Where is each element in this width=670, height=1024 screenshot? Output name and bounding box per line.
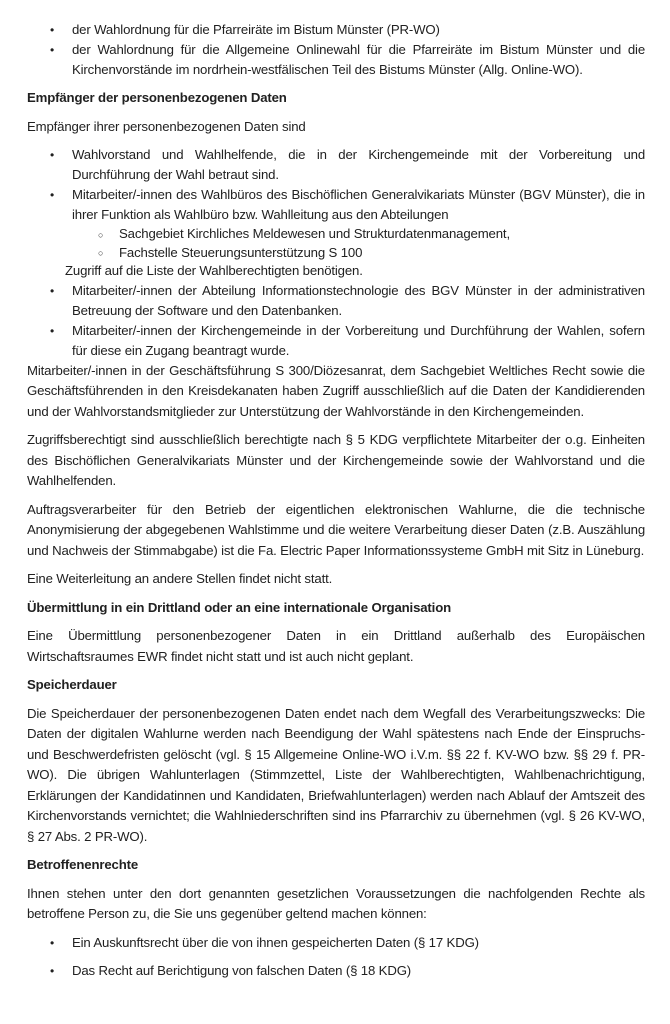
sub-list-item: [72, 225, 645, 244]
section-heading-empfaenger: Empfänger der personenbezogenen Daten: [27, 90, 287, 105]
sub-list-item-text: Sachgebiet Kirchliches Meldewesen und Strukturdatenmanagement,: [119, 226, 510, 241]
list-item-text: der Wahlordnung für die Pfarreiräte im Bistum Münster (PR-WO): [72, 22, 440, 37]
list-item-text: Mitarbeiter/-innen der Abteilung Informationstechnologie des BGV Münster in der administrativen Betreuung der Software und den Datenbanken.: [72, 282, 645, 318]
betroffenenrechte-lead: Ihnen stehen unter den dort genannten gesetzlichen Voraussetzungen die nachfolgenden Rechte als betroffene Person zu, die Sie uns gegenüber geltend machen können:: [27, 885, 645, 921]
bullet-icon: •: [50, 23, 55, 37]
circle-bullet-icon: ○: [98, 248, 104, 258]
empfaenger-lead: Empfänger ihrer personenbezogenen Daten sind: [27, 118, 306, 134]
bullet-icon: •: [50, 188, 55, 202]
list-item-text: Mitarbeiter/-innen der Kirchengemeinde in der Vorbereitung und Durchführung der Wahlen, sofern für diese ein Zugang beantragt wurde.: [72, 322, 645, 358]
list-item: [27, 185, 645, 281]
sub-list-item: [72, 244, 645, 263]
paragraph-speicherdauer: Die Speicherdauer der personenbezogenen Daten endet nach dem Wegfall des Verarbeitungszwecks: Die Daten der digitalen Wahlurne werden nach Beendigung der Wahl spätestens nach Ende der Einspruchs- und Beschwerdefristen gelöscht (vgl. § 15 Allgemeine Online-WO i.V.m. §§ 22 f. KV-WO bzw. §§ 29 f. PR-WO). Die übrigen Wahlunterlagen (Stimmzettel, Liste der Wahlberechtigten, Wahlbenachrichtigung, Erklärungen der Kandidatinnen und Kandidaten, Briefwahlunterlagen) werden nach Ablauf der Amtszeit des Kirchenvorstands vernichtet; die Wahlniederschriften sind ins Pfarrarchiv zu übernehmen (vgl. § 26 KV-WO, § 27 Abs. 2 PR-WO).: [27, 705, 645, 844]
paragraph-drittland: Eine Übermittlung personenbezogener Daten in ein Drittland außerhalb des Europäischen Wirtschaftsraumes EWR findet nicht statt und ist auch nicht geplant.: [27, 628, 645, 664]
list-item-text: Wahlvorstand und Wahlhelfende, die in der Kirchengemeinde mit der Vorbereitung und Durchführung der Wahl betraut sind.: [72, 147, 645, 182]
list-item: [27, 933, 645, 953]
section-heading-speicherdauer: Speicherdauer: [27, 677, 117, 692]
list-item: [27, 961, 645, 981]
list-item: [27, 281, 645, 321]
list-item: [27, 145, 645, 185]
section-heading-betroffenenrechte: Betroffenenrechte: [27, 857, 139, 872]
paragraph-auftragsverarbeiter: Auftragsverarbeiter für den Betrieb der eigentlichen elektronischen Wahlurne, die die technische Anonymisierung der abgegebenen Wahlstimme und die weitere Verarbeitung dieser Daten (z.B. Auszählung und Nachweis der Stimmabgabe) ist die Fa. Electric Paper Informationssysteme GmbH mit Sitz in Lüneburg.: [27, 501, 645, 558]
bullet-icon: •: [50, 283, 55, 298]
list-item: [27, 321, 645, 361]
list-item-text: Mitarbeiter/-innen des Wahlbüros des Bischöflichen Generalvikariats Münster (BGV Münster), die in ihrer Funktion als Wahlbüro bzw. Wahlleitung aus den Abteilungen: [72, 187, 645, 222]
bullet-icon: •: [50, 148, 55, 162]
list-item: [27, 20, 645, 40]
legal-basis-list: [27, 20, 645, 80]
circle-bullet-icon: ○: [98, 229, 104, 240]
wahlbuero-sublist: [72, 225, 645, 262]
list-item-continuation: Zugriff auf die Liste der Wahlberechtigten benötigen.: [65, 263, 363, 278]
empfaenger-list: [27, 145, 645, 361]
list-item-text: der Wahlordnung für die Allgemeine Onlinewahl für die Pfarreiräte im Bistum Münster und die Kirchenvorstände im nordrhein-westfälischen Teil des Bistums Münster (Allg. Online-WO).: [72, 42, 645, 77]
bullet-icon: •: [50, 963, 55, 978]
bullet-icon: •: [50, 43, 55, 57]
paragraph-weiterleitung: Eine Weiterleitung an andere Stellen findet nicht statt.: [27, 571, 333, 586]
list-item: [27, 40, 645, 80]
paragraph-geschaeftsfuehrung: Mitarbeiter/-innen in der Geschäftsführung S 300/Diözesanrat, dem Sachgebiet Weltliches Recht sowie die Geschäftsführenden in den Kreisdekanaten haben Zugriff ausschließlich auf die Daten der Kandidierenden und der Wahlvorstandsmitglieder zur Unterstützung der Wahlvorstände in den Kirchengemeinden.: [27, 362, 645, 419]
list-item-text: Ein Auskunftsrecht über die von ihnen gespeicherten Daten (§ 17 KDG): [72, 934, 479, 950]
list-item-text: Das Recht auf Berichtigung von falschen Daten (§ 18 KDG): [72, 962, 412, 978]
bullet-icon: •: [50, 323, 55, 338]
section-heading-drittland: Übermittlung in ein Drittland oder an eine internationale Organisation: [27, 599, 451, 615]
bullet-icon: •: [50, 935, 55, 950]
betroffenenrechte-list: [27, 933, 645, 981]
sub-list-item-text: Fachstelle Steuerungsunterstützung S 100: [119, 244, 363, 260]
paragraph-zugriffsberechtigt: Zugriffsberechtigt sind ausschließlich berechtigte nach § 5 KDG verpflichtete Mitarbeiter der o.g. Einheiten des Bischöflichen Generalvikariats Münster und der Kirchengemeinde sowie der Wahlvorstand und die Wahlhelfenden.: [27, 432, 645, 488]
